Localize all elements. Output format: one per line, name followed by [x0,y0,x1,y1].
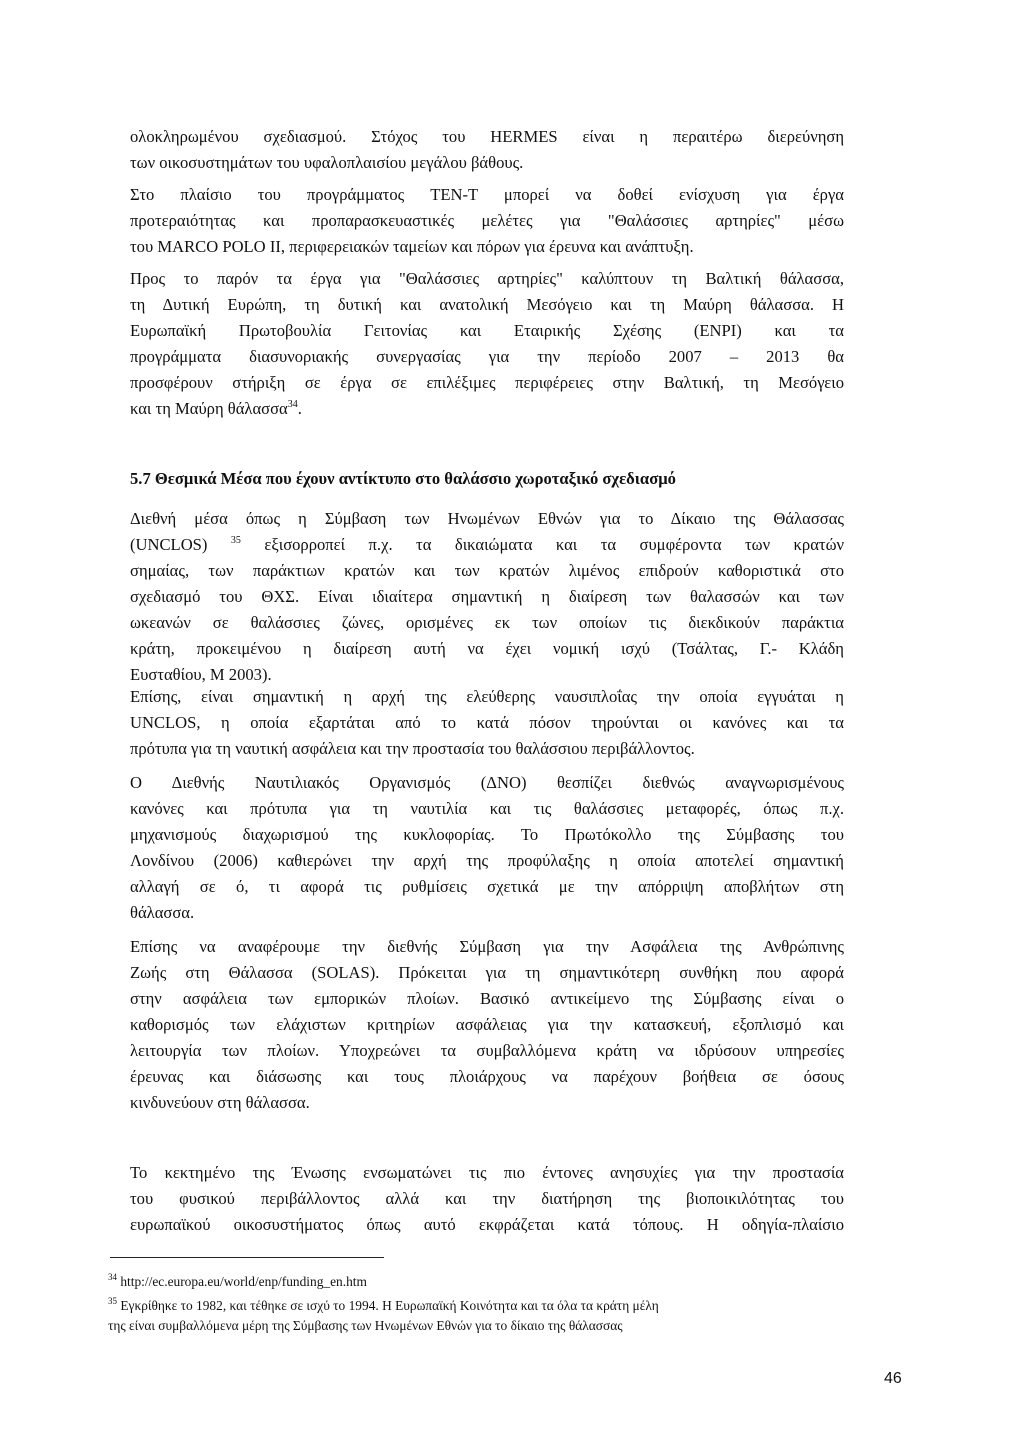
paragraph-sea-motorways [130,266,844,422]
text-line: Λονδίνου (2006) καθιερώνει την αρχή της προφύλαξης η οποία αποτελεί σημαντική [130,851,844,870]
text-line: αλλαγή σε ό, τι αφορά τις ρυθμίσεις σχετικά με την απόρριψη αποβλήτων στη [130,877,844,896]
text-line: του φυσικού περιβάλλοντος αλλά και την διατήρηση της βιοποικιλότητας του [130,1189,844,1208]
text-line: Ο Διεθνής Ναυτιλιακός Οργανισμός (ΔΝΟ) θεσπίζει διεθνώς αναγνωρισμένους [130,773,844,792]
paragraph-imo [130,770,844,926]
text-fragment: (UNCLOS) [130,535,208,554]
text-line: προτεραιότητας και προπαρασκευαστικές μελέτες για "Θαλάσσιες αρτηρίες" μέσω [130,211,844,230]
text-line: του MARCO POLO II, περιφερειακών ταμείων και πόρων για έρευνα και ανάπτυξη. [130,237,694,256]
text-line: Ζωής στη Θάλασσα (SOLAS). Πρόκειται για τη σημαντικότερη συνθήκη που αφορά [130,963,844,982]
text-line: Διεθνή μέσα όπως η Σύμβαση των Ηνωμένων Εθνών για το Δίκαιο της Θάλασσας [130,509,844,528]
footnote-34 [108,1272,848,1292]
footnote-line [108,1296,848,1316]
text-line: σημαίας, των παράκτιων κρατών και των κρατών λιμένος επιδρούν καθοριστικά στο [130,561,844,580]
text-line: Στο πλαίσιο του προγράμματος TEN-T μπορεί να δοθεί ενίσχυση για έργα [130,185,844,204]
text-line: μηχανισμούς διαχωρισμού της κυκλοφορίας. Το Πρωτόκολλο της Σύμβασης του [130,825,844,844]
footnote-number: 35 [108,1296,117,1306]
text-line: προσφέρουν στήριξη σε έργα σε επιλέξιμες περιφέρειες στην Βαλτική, τη Μεσόγειο [130,373,844,392]
text-line [130,396,844,422]
text-line: κανόνες και πρότυπα για τη ναυτιλία και τις θαλάσσιες μεταφορές, όπως π.χ. [130,799,844,818]
paragraph-navigation [130,684,844,762]
footnote-text: Εγκρίθηκε το 1982, και τέθηκε σε ισχύ το 1994. Η Ευρωπαϊκή Κοινότητα και τα όλα τα κράτη μέλη [117,1298,659,1313]
text-line: Ευσταθίου, Μ 2003). [130,665,272,684]
footnote-ref-34[interactable]: 34 [287,399,298,410]
text-fragment: . [297,399,302,418]
footnote-number: 34 [108,1272,117,1282]
text-line [130,532,844,558]
text-line: των οικοσυστημάτων του υφαλοπλαισίου μεγάλου βάθους. [130,153,524,172]
footnote-separator [110,1257,384,1258]
text-line: προγράμματα διασυνοριακής συνεργασίας για την περίοδο 2007 – 2013 θα [130,347,844,366]
text-line: Επίσης, είναι σημαντική η αρχή της ελεύθερης ναυσιπλοΐας την οποία εγγυάται η [130,687,844,706]
paragraph-acquis [130,1160,844,1238]
page-number: 46 [884,1370,902,1387]
text-line: ωκεανών σε θαλάσσιες ζώνες, ορισμένες εκ των οποίων τις διεκδικούν παράκτια [130,613,844,632]
text-fragment: και τη Μαύρη θάλασσα [130,399,288,418]
footnote-line: της είναι συμβαλλόμενα μέρη της Σύμβασης των Ηνωμένων Εθνών για το δίκαιο της θάλασσας [108,1318,623,1333]
text-line: έρευνας και διάσωσης και τους πλοιάρχους να παρέχουν βοήθεια σε όσους [130,1067,844,1086]
text-line: Προς το παρόν τα έργα για "Θαλάσσιες αρτηρίες" καλύπτουν τη Βαλτική θάλασσα, [130,269,844,288]
text-line: κράτη, προκειμένου η διαίρεση αυτή να έχει νομική ισχύ (Τσάλτας, Γ.- Κλάδη [130,639,844,658]
paragraph-hermes [130,124,844,176]
text-line: θάλασσα. [130,903,195,922]
text-line: UNCLOS, η οποία εξαρτάται από το κατά πόσον τηρούνται οι κανόνες και τα [130,713,844,732]
text-line: λειτουργία των πλοίων. Υποχρεώνει τα συμβαλλόμενα κράτη να ιδρύσουν υπηρεσίες [130,1041,844,1060]
text-line: σχεδιασμό του ΘΧΣ. Είναι ιδιαίτερα σημαντική η διαίρεση των θαλασσών και των [130,587,844,606]
paragraph-unclos [130,506,844,688]
text-line: κινδυνεύουν στη θάλασσα. [130,1093,310,1112]
text-line: ευρωπαϊκού οικοσυστήματος όπως αυτό εκφράζεται κατά τόπους. Η οδηγία-πλαίσιο [130,1215,844,1234]
text-line: στην ασφάλεια των εμπορικών πλοίων. Βασικό αντικείμενο της Σύμβασης είναι ο [130,989,844,1008]
section-heading: 5.7 Θεσμικά Μέσα που έχουν αντίκτυπο στο θαλάσσιο χωροταξικό σχεδιασμό [130,469,676,488]
paragraph-solas [130,934,844,1116]
text-line: πρότυπα για τη ναυτική ασφάλεια και την προστασία του θαλάσσιου περιβάλλοντος. [130,739,695,758]
text-line: καθορισμός των ελάχιστων κριτηρίων ασφάλειας για την κατασκευή, εξοπλισμό και [130,1015,844,1034]
paragraph-ten-t [130,182,844,260]
footnote-35 [108,1296,848,1336]
text-line: Το κεκτημένο της Ένωσης ενσωματώνει τις πιο έντονες ανησυχίες για την προστασία [130,1163,844,1182]
footnote-link[interactable]: http://ec.europa.eu/world/enp/funding_en.htm [117,1274,367,1289]
text-line: Επίσης να αναφέρουμε την διεθνής Σύμβαση για την Ασφάλεια της Ανθρώπινης [130,937,844,956]
footnote-ref-35[interactable]: 35 [230,535,241,546]
footnote-line [108,1272,848,1292]
text-fragment: εξισορροπεί π.χ. τα δικαιώματα και τα συμφέροντα των κρατών [240,535,844,554]
text-line: ολοκληρωμένου σχεδιασμού. Στόχος του HERMES είναι η περαιτέρω διερεύνηση [130,127,844,146]
text-line: τη Δυτική Ευρώπη, τη δυτική και ανατολική Μεσόγειο και τη Μαύρη θάλασσα. Η [130,295,844,314]
text-line: Ευρωπαϊκή Πρωτοβουλία Γειτονίας και Εταιρικής Σχέσης (ENPI) και τα [130,321,844,340]
